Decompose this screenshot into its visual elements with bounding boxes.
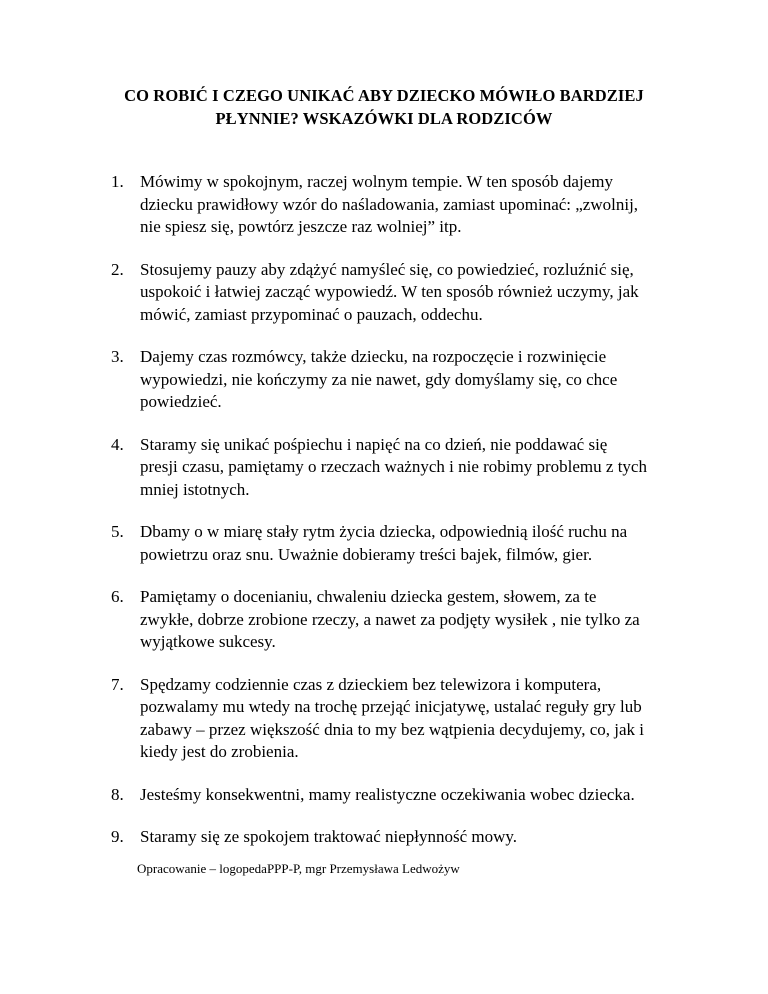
tip-line: Pamiętamy o docenianiu, chwaleniu dziecka gestem, słowem, za te <box>140 587 597 606</box>
tip-line: kiedy jest do zrobienia. <box>140 742 299 761</box>
tip-number: 2. <box>111 259 124 279</box>
tip-number: 9. <box>111 827 124 846</box>
tip-item-9 <box>111 826 701 849</box>
tip-line: uspokoić i łatwiej zacząć wypowiedź. W ten sposób również uczymy, jak <box>140 282 639 301</box>
tip-number: 3. <box>111 347 124 366</box>
tip-line: Mówimy w spokojnym, raczej wolnym tempie. W ten sposób dajemy <box>140 172 613 191</box>
tip-number: 8. <box>111 784 124 804</box>
document-title <box>60 84 708 130</box>
tip-line: zabawy – przez większość dnia to my bez wątpienia decydujemy, co, jak i <box>140 719 644 739</box>
tip-line: pozwalamy mu wtedy na trochę przejąć inicjatywę, ustalać reguły gry lub <box>140 697 642 716</box>
tip-item-7 <box>111 674 701 764</box>
tip-item-6 <box>111 586 701 654</box>
tip-number: 1. <box>111 172 124 191</box>
tip-line: Staramy się ze spokojem traktować niepłynność mowy. <box>140 827 518 846</box>
title-line-2: PŁYNNIE? WSKAZÓWKI DLA RODZICÓW <box>215 109 553 128</box>
tip-item-5 <box>111 521 701 566</box>
tip-item-1 <box>111 171 701 239</box>
tip-line: powiedzieć. <box>140 392 222 411</box>
author-footer: Opracowanie – logopedaPPP-P, mgr Przemysława Ledwożyw <box>137 861 460 876</box>
tip-line: presji czasu, pamiętamy o rzeczach ważnych i nie robimy problemu z tych <box>140 457 647 476</box>
tip-line: zwykłe, dobrze zrobione rzeczy, a nawet za podjęty wysiłek , nie tylko za <box>140 609 640 629</box>
tip-item-8 <box>111 784 701 807</box>
tip-text <box>140 434 701 502</box>
tip-line: mówić, zamiast przypominać o pauzach, oddechu. <box>140 304 483 324</box>
tip-line: powietrzu oraz snu. Uważnie dobieramy treści bajek, filmów, gier. <box>140 544 593 564</box>
tip-line: wyjątkowe sukcesy. <box>140 632 276 651</box>
tip-line: Stosujemy pauzy aby zdążyć namyśleć się, co powiedzieć, rozluźnić się, <box>140 259 634 279</box>
tip-text <box>140 346 701 414</box>
tips-list <box>111 171 701 869</box>
tip-text <box>140 521 701 566</box>
tip-number: 5. <box>111 522 124 541</box>
tip-line: nie spiesz się, powtórz jeszcze raz wolniej” itp. <box>140 217 462 236</box>
tip-line: wypowiedzi, nie kończymy za nie nawet, gdy domyślamy się, co chce <box>140 369 618 389</box>
tip-item-4 <box>111 434 701 502</box>
tip-text <box>140 784 701 807</box>
tip-line: mniej istotnych. <box>140 479 250 499</box>
tip-number: 7. <box>111 674 124 694</box>
tip-number: 4. <box>111 434 124 454</box>
tip-text <box>140 586 701 654</box>
tip-line: Jesteśmy konsekwentni, mamy realistyczne oczekiwania wobec dziecka. <box>140 784 635 804</box>
tip-line: dziecku prawidłowy wzór do naśladowania, zamiast upominać: „zwolnij, <box>140 194 639 214</box>
tip-text <box>140 826 701 849</box>
tip-item-2 <box>111 259 701 327</box>
title-line-1: CO ROBIĆ I CZEGO UNIKAĆ ABY DZIECKO MÓWIŁO BARDZIEJ <box>124 86 644 105</box>
tip-line: Staramy się unikać pośpiechu i napięć na co dzień, nie poddawać się <box>140 434 608 454</box>
tip-line: Dajemy czas rozmówcy, także dziecku, na rozpoczęcie i rozwinięcie <box>140 347 607 366</box>
tip-text <box>140 674 701 764</box>
tip-number: 6. <box>111 587 124 606</box>
tip-text <box>140 259 701 327</box>
tip-text <box>140 171 701 239</box>
tip-item-3 <box>111 346 701 414</box>
tip-line: Spędzamy codziennie czas z dzieckiem bez telewizora i komputera, <box>140 674 602 694</box>
tip-line: Dbamy o w miarę stały rytm życia dziecka, odpowiednią ilość ruchu na <box>140 522 628 541</box>
